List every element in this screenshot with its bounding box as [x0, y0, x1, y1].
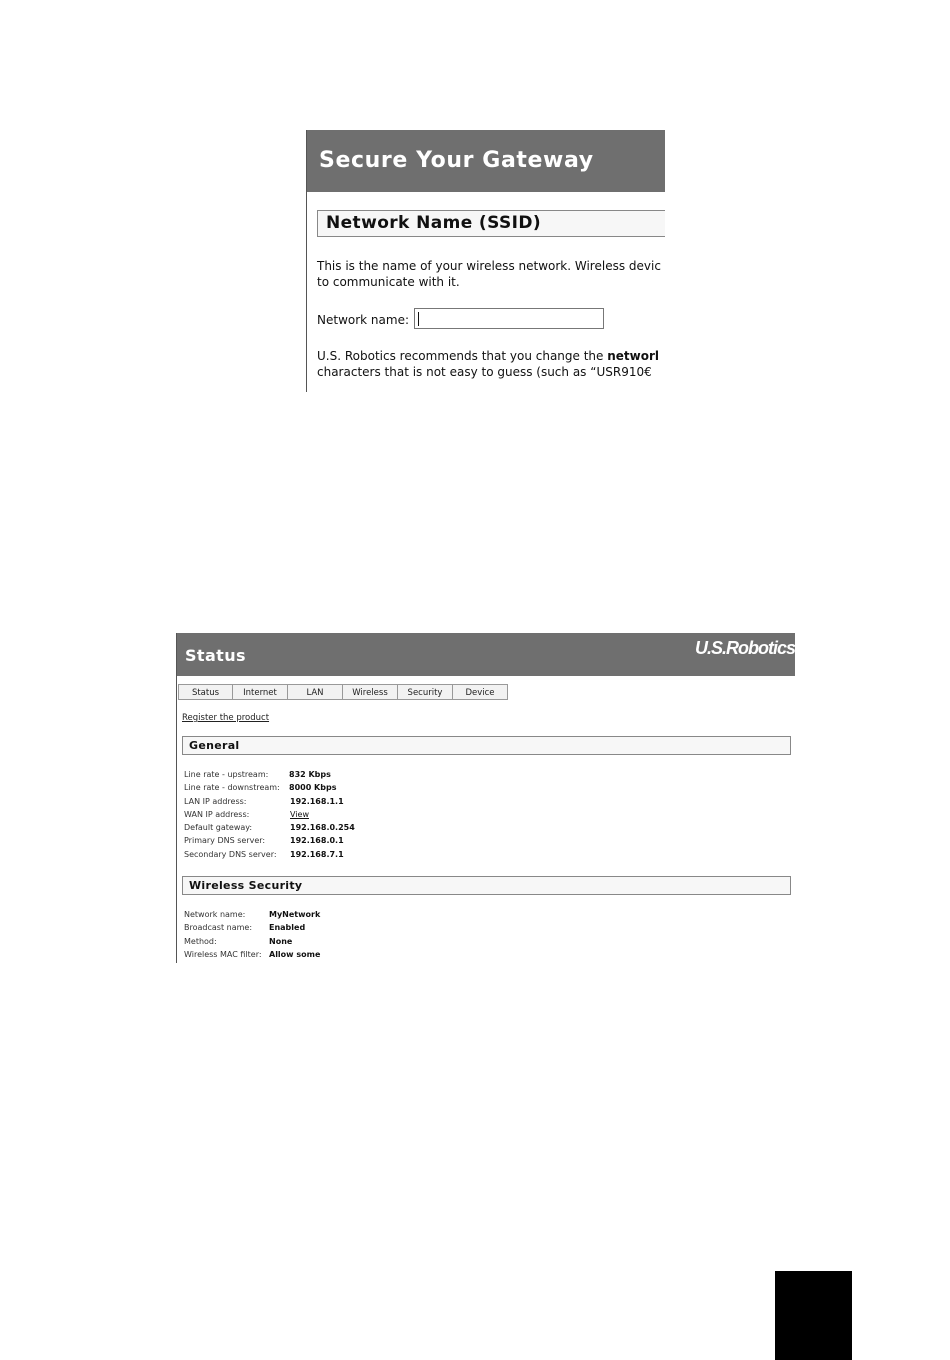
- info-label: Secondary DNS server:: [184, 849, 277, 859]
- status-screenshot: [176, 633, 795, 963]
- network-name-input[interactable]: [414, 308, 604, 329]
- network-name-label: Network name:: [317, 313, 409, 327]
- tab-bar: [178, 684, 508, 701]
- tab-security[interactable]: Security: [398, 684, 453, 700]
- info-value: MyNetwork: [269, 910, 321, 919]
- info-value: 8000 Kbps: [289, 783, 337, 793]
- info-label: Broadcast name:: [184, 923, 253, 933]
- text-caret: [418, 312, 419, 326]
- description-line-1: This is the name of your wireless network. Wireless devic: [317, 259, 661, 273]
- info-value: None: [269, 936, 293, 946]
- wan-ip-view-link[interactable]: View: [290, 809, 309, 819]
- register-product-link[interactable]: Register the product: [182, 713, 270, 723]
- description-line-2: to communicate with it.: [317, 274, 460, 289]
- info-value: Enabled: [269, 923, 306, 933]
- info-value: 832 Kbps: [289, 770, 331, 779]
- tab-wireless[interactable]: Wireless: [343, 684, 398, 700]
- section-title-wireless-security: Wireless Security: [182, 876, 791, 895]
- page-title: Secure Your Gateway: [307, 130, 665, 192]
- recommendation-line-2: characters that is not easy to guess (such as “USR910€: [317, 364, 652, 379]
- usrobotics-logo: U.S.Robotics: [694, 638, 795, 658]
- info-value: Allow some: [269, 949, 321, 959]
- recommendation-bold: networl: [607, 349, 660, 363]
- info-label: Default gateway:: [184, 823, 253, 833]
- info-value: 192.168.0.1: [290, 836, 344, 846]
- section-title-ssid: Network Name (SSID): [317, 210, 665, 237]
- info-value: 192.168.7.1: [290, 849, 344, 859]
- recommendation-text: [317, 349, 665, 380]
- info-label: LAN IP address:: [184, 796, 247, 806]
- tab-internet[interactable]: Internet: [233, 684, 288, 700]
- tab-status[interactable]: Status: [178, 684, 233, 700]
- recommendation-prefix: U.S. Robotics recommends that you change the: [317, 349, 608, 363]
- ssid-description: [317, 259, 665, 290]
- tab-device[interactable]: Device: [453, 684, 508, 700]
- info-label: Primary DNS server:: [184, 836, 266, 846]
- info-value: 192.168.1.1: [290, 796, 344, 806]
- info-label: Line rate - downstream:: [184, 783, 280, 793]
- section-title-general: General: [182, 736, 791, 755]
- status-title: Status: [185, 646, 246, 665]
- info-label: Network name:: [184, 910, 246, 919]
- page-tab-marker: [775, 1271, 852, 1360]
- info-label: Method:: [184, 936, 217, 946]
- secure-gateway-screenshot: [306, 130, 665, 392]
- info-value: 192.168.0.254: [290, 823, 355, 833]
- info-label: Wireless MAC filter:: [184, 949, 262, 959]
- status-header: [177, 633, 795, 676]
- info-label: WAN IP address:: [184, 809, 250, 819]
- tab-lan[interactable]: LAN: [288, 684, 343, 700]
- info-label: Line rate - upstream:: [184, 770, 269, 779]
